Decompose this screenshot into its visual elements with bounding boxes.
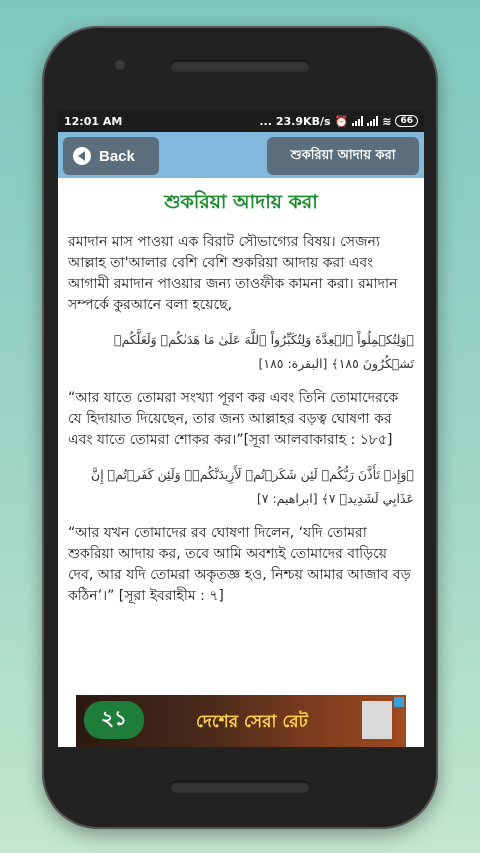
article-paragraph: রমাদান মাস পাওয়া এক বিরাট সৌভাগ্যের বিষয়। সেজন্য আল্লাহ তা'আলার বেশি বেশি শুকরিয়া আদায় করা এবং আগামী রমাদান পাওয়ার জন্য তাওফীক কামনা করা। রমাদান সম্পর্কে কুরআনে বলা হয়েছে, xyxy=(68,234,398,313)
app-screen xyxy=(58,110,424,747)
back-arrow-icon xyxy=(73,147,91,165)
article-paragraph: “আর যাতে তোমরা সংখ্যা পূরণ কর এবং তিনি তোমাদেরকে যে হিদায়াত দিয়েছেন, তার জন্য আল্লাহর বড়ত্ব ঘোষণা কর এবং যাতে তোমরা শোকর কর।”[সূরা আলবাকারাহ : ১৮৫] xyxy=(68,390,399,448)
ad-choices-icon[interactable] xyxy=(394,697,404,707)
article-content xyxy=(58,178,424,607)
page-title: শুকরিয়া আদায় করা xyxy=(290,147,396,163)
network-speed: 23.9KB/s xyxy=(275,114,331,128)
page-title-button[interactable] xyxy=(267,137,419,175)
bottom-speaker xyxy=(170,781,310,793)
status-dots: ... xyxy=(259,114,272,128)
ad-brand-image xyxy=(362,701,392,739)
app-bar xyxy=(58,132,424,178)
ad-slogan: দেশের সেরা রেট xyxy=(196,712,308,732)
article-heading: শুকরিয়া আদায় করা xyxy=(164,191,318,213)
quran-verse-arabic: ﴿وَإِذۡ تَأَذَّنَ رَبُّكُمۡ لَئِن شَكَرۡتُمۡ لَأَزِيدَنَّكُمۡۖ وَلَئِن كَفَرۡتُمۡ إِنَّ عَذَابِي لَشَدِيدٞ ٧﴾ [ابراهيم: ٧] xyxy=(91,467,414,506)
earpiece-speaker xyxy=(170,60,310,72)
signal-icon xyxy=(352,116,363,126)
article-paragraph: “আর যখন তোমাদের রব ঘোষণা দিলেন, ‘যদি তোমরা শুকরিয়া আদায় কর, তবে আমি অবশ্যই তোমাদের বাড়িয়ে দেব, আর যদি তোমরা অকৃতজ্ঞ হও, নিশ্চয় আমার আজাব বড় কঠিন’।” [সূরা ইবরাহীম : ৭] xyxy=(68,525,411,604)
status-time: 12:01 AM xyxy=(64,114,123,128)
quran-verse-arabic: ﴿وَلِتُكۡمِلُواْ ٱلۡعِدَّةَ وَلِتُكَبِّرُواْ ٱللَّهَ عَلَىٰ مَا هَدَىٰكُمۡ وَلَعَلَّكُمۡ تَشۡكُرُونَ ١٨٥﴾ [البقرة: ١٨٥] xyxy=(113,332,414,371)
ad-logo: ২১ xyxy=(84,701,144,739)
battery-icon: 66 xyxy=(395,115,418,127)
ad-banner[interactable] xyxy=(76,695,406,747)
status-icons xyxy=(259,115,418,128)
back-button[interactable] xyxy=(63,137,159,175)
front-camera xyxy=(114,59,126,71)
wifi-icon: ≋ xyxy=(382,114,392,128)
signal-icon-2 xyxy=(367,116,378,126)
alarm-icon: ⏰ xyxy=(334,114,349,128)
status-bar xyxy=(58,110,424,132)
back-button-label: Back xyxy=(99,147,135,165)
